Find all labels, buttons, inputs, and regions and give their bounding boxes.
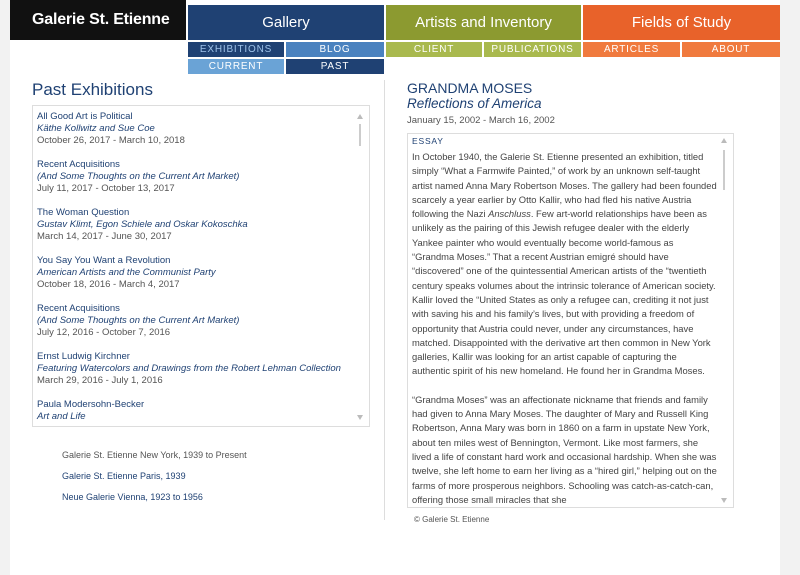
exhibition-item-subtitle: Gustav Klimt, Egon Schiele and Oskar Kokoschka <box>37 219 248 230</box>
exhibition-item-dates: October 18, 2016 - March 4, 2017 <box>37 279 180 290</box>
exhibition-item-title[interactable]: Recent Acquisitions <box>37 159 120 170</box>
subnav-current[interactable]: CURRENT <box>188 59 284 74</box>
exhibition-list-item[interactable] <box>33 207 369 243</box>
exhibition-dates: January 15, 2002 - March 16, 2002 <box>407 115 555 126</box>
essay-p1-text-b: . Few art-world relationships have been as unlikely as the pairing of this Jewish refugee dealer with the elderly Yankee painter who would eventually become world-famous as “Grandma Moses.” That a recent Austrian emigré should have “discovered” one of the quintessential American artists of the “twentieth century speaks volumes about the intrinsic tolerance of American society. Kallir loved the “United States as only a refugee can, crediting it not just with saving his and his family’s lives, but with providing a freedom of opportunity that Austria could never, under any circumstances, have matched. Disappointed with the derivative art then common in New York galleries, Kallir was looking for an artist capable of capturing the authentic spirit of his new homeland. He found her in Grandma Moses. <box>412 208 716 377</box>
essay-panel[interactable] <box>407 133 734 508</box>
exhibition-list-item[interactable] <box>33 111 369 147</box>
essay-scroll-up-arrow-icon[interactable] <box>721 138 727 143</box>
nav-artists-inventory[interactable]: Artists and Inventory <box>386 5 581 40</box>
exhibition-item-subtitle: Featuring Watercolors and Drawings from the Robert Lehman Collection <box>37 363 341 374</box>
scroll-up-arrow-icon[interactable] <box>357 114 363 119</box>
nav-gallery[interactable]: Gallery <box>188 5 384 40</box>
exhibition-item-subtitle: Art and Life <box>37 411 86 422</box>
site-logo[interactable]: Galerie St. Etienne <box>10 0 186 40</box>
exhibition-title: GRANDMA MOSES <box>407 80 533 96</box>
scrollbar-thumb[interactable] <box>359 124 361 146</box>
essay-p1-text-a: In October 1940, the Galerie St. Etienne presented an exhibition, titled simply “What a Farmwife Painted,” of work by an unknown self-taught artist named Anna Mary Robertson Moses. The gallery had been founded scarcely a year earlier by Otto Kallir, who had fled his native Austria following the Nazi <box>412 151 717 220</box>
exhibition-list-item[interactable] <box>33 399 369 423</box>
exhibition-item-dates: July 12, 2016 - October 7, 2016 <box>37 327 171 338</box>
exhibition-item-title[interactable]: You Say You Want a Revolution <box>37 255 171 266</box>
exhibition-item-subtitle: American Artists and the Communist Party <box>37 267 216 278</box>
exhibition-list-item[interactable] <box>33 255 369 291</box>
gallery-link-vienna[interactable]: Neue Galerie Vienna, 1923 to 1956 <box>62 492 203 502</box>
gallery-link-new-york[interactable]: Galerie St. Etienne New York, 1939 to Present <box>62 450 247 460</box>
exhibition-item-subtitle: (And Some Thoughts on the Current Art Market) <box>37 171 240 182</box>
essay-scrollbar-thumb[interactable] <box>723 150 725 190</box>
exhibition-item-title[interactable]: Paula Modersohn-Becker <box>37 399 145 410</box>
exhibition-header <box>407 80 747 126</box>
gallery-history-links <box>62 445 247 508</box>
exhibition-subtitle: Reflections of America <box>407 96 542 111</box>
exhibition-item-title[interactable]: The Woman Question <box>37 207 130 218</box>
scroll-down-arrow-icon[interactable] <box>357 415 363 420</box>
essay-scroll-down-arrow-icon[interactable] <box>721 498 727 503</box>
page <box>10 0 780 575</box>
column-divider <box>384 80 385 520</box>
subnav-past[interactable]: PAST <box>286 59 384 74</box>
subnav-about[interactable]: ABOUT <box>682 42 780 57</box>
exhibitions-list[interactable] <box>32 105 370 427</box>
essay-label: ESSAY <box>412 136 444 146</box>
exhibition-item-subtitle: Käthe Kollwitz and Sue Coe <box>37 123 155 134</box>
exhibition-list-item[interactable] <box>33 351 369 387</box>
exhibition-item-dates: October 26, 2017 - March 10, 2018 <box>37 135 185 146</box>
exhibition-item-title[interactable]: Ernst Ludwig Kirchner <box>37 351 130 362</box>
essay-p1-emphasis: Anschluss <box>488 208 531 220</box>
subnav-publications[interactable]: PUBLICATIONS <box>484 42 581 57</box>
essay-paragraph-2: “Grandma Moses” was an affectionate nickname that friends and family had given to Anna Mary Moses. The daughter of Mary and Russell King Robertson, Anna Mary was born in 1860 on a farm in upstate New York, about ten miles west of Bennington, Vermont. Like most farmers, she lived a life of constant hard work and occasional hardship. When she was twelve, she left home to earn her living as a “hired girl,” helping out on the farms of more prosperous neighbors. Schooling was catch-as-catch-can, offering those small miracles that she <box>412 393 717 505</box>
exhibition-item-title[interactable]: All Good Art is Political <box>37 111 133 122</box>
exhibition-list-item[interactable] <box>33 303 369 339</box>
exhibition-list-item[interactable] <box>33 159 369 195</box>
exhibition-item-dates: March 14, 2017 - June 30, 2017 <box>37 231 172 242</box>
subnav-blog[interactable]: BLOG <box>286 42 384 57</box>
exhibition-item-dates: July 11, 2017 - October 13, 2017 <box>37 183 175 194</box>
subnav-articles[interactable]: ARTICLES <box>583 42 680 57</box>
nav-fields-of-study[interactable]: Fields of Study <box>583 5 780 40</box>
subnav-client-services[interactable]: CLIENT SERVICES <box>386 42 482 57</box>
past-exhibitions-title: Past Exhibitions <box>32 80 153 99</box>
gallery-link-paris[interactable]: Galerie St. Etienne Paris, 1939 <box>62 471 186 481</box>
essay-paragraph-1 <box>412 150 717 379</box>
essay-text <box>408 148 733 507</box>
subnav-exhibitions[interactable]: EXHIBITIONS <box>188 42 284 57</box>
exhibition-item-subtitle: (And Some Thoughts on the Current Art Market) <box>37 315 240 326</box>
exhibition-item-title[interactable]: Recent Acquisitions <box>37 303 120 314</box>
exhibition-item-dates: March 29, 2016 - July 1, 2016 <box>37 375 163 386</box>
copyright: © Galerie St. Etienne <box>414 515 490 524</box>
